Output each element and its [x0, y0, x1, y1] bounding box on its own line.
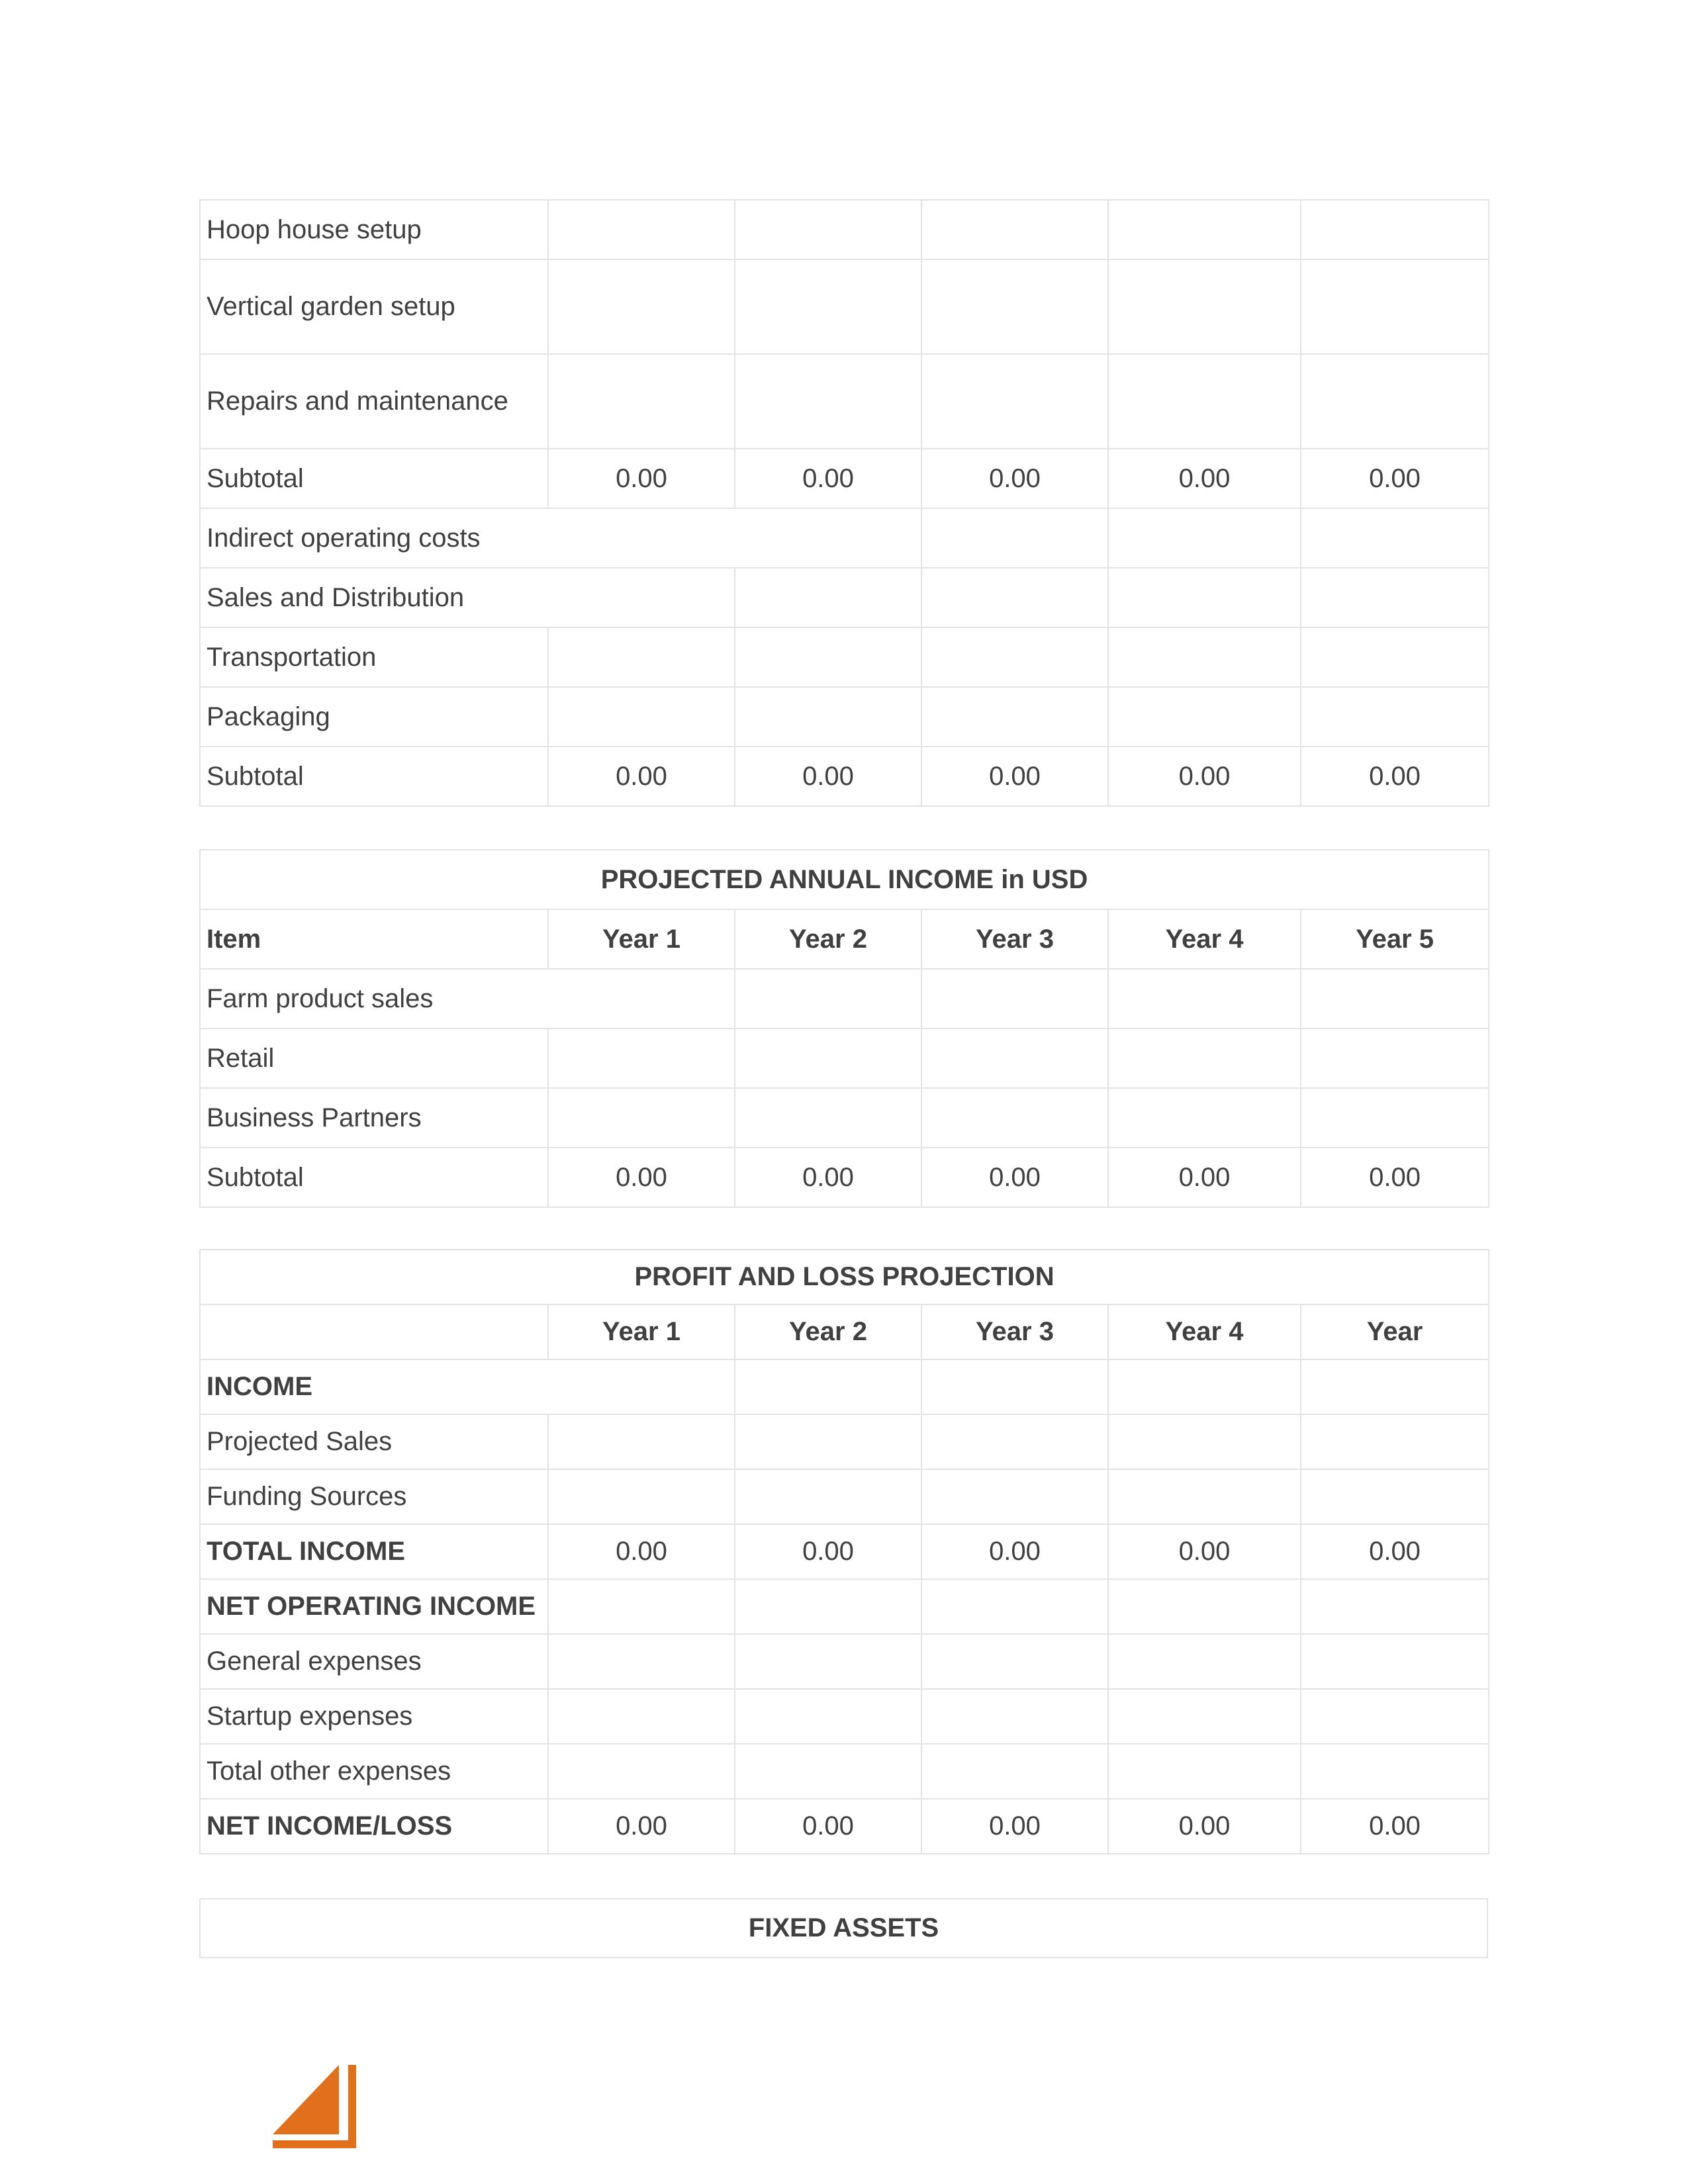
value-cell[interactable]: [1301, 1414, 1489, 1469]
value-cell[interactable]: [548, 1469, 735, 1524]
value-cell[interactable]: [735, 259, 921, 354]
value-cell[interactable]: [1301, 259, 1489, 354]
column-header: Item: [200, 909, 548, 969]
value-cell[interactable]: [548, 1744, 735, 1799]
value-cell[interactable]: [735, 1359, 921, 1414]
value-cell[interactable]: [735, 1689, 921, 1744]
row-label: Subtotal: [200, 449, 548, 508]
column-header: Year 2: [735, 1304, 921, 1359]
row-label: Startup expenses: [200, 1689, 548, 1744]
value-cell: 0.00: [548, 1799, 735, 1854]
row-label: Subtotal: [200, 747, 548, 806]
table-row: [200, 259, 1489, 354]
value-cell[interactable]: [1108, 1088, 1301, 1148]
value-cell[interactable]: [921, 969, 1108, 1028]
table-row: [200, 1634, 1489, 1689]
table-title: PROJECTED ANNUAL INCOME in USD: [200, 850, 1489, 909]
value-cell: 0.00: [548, 1148, 735, 1207]
value-cell[interactable]: [735, 627, 921, 687]
table-title-row: [200, 1250, 1489, 1304]
value-cell[interactable]: [548, 200, 735, 259]
value-cell[interactable]: [735, 1469, 921, 1524]
value-cell[interactable]: [921, 1744, 1108, 1799]
value-cell: 0.00: [1301, 449, 1489, 508]
value-cell[interactable]: [1108, 1359, 1301, 1414]
value-cell[interactable]: [921, 200, 1108, 259]
column-header: Year 5: [1301, 909, 1489, 969]
value-cell: 0.00: [1301, 1148, 1489, 1207]
projected-income-table: [199, 849, 1489, 1208]
value-cell[interactable]: [1108, 1028, 1301, 1088]
value-cell[interactable]: [548, 627, 735, 687]
table-row: [200, 969, 1489, 1028]
value-cell[interactable]: [548, 259, 735, 354]
value-cell[interactable]: [1301, 1744, 1489, 1799]
row-label: Hoop house setup: [200, 200, 548, 259]
value-cell[interactable]: [1301, 1689, 1489, 1744]
value-cell[interactable]: [1301, 1028, 1489, 1088]
column-header: Year 4: [1108, 909, 1301, 969]
value-cell[interactable]: [1301, 627, 1489, 687]
value-cell[interactable]: [1301, 354, 1489, 449]
column-header: Year 4: [1108, 1304, 1301, 1359]
row-label: General expenses: [200, 1634, 548, 1689]
header-row: [200, 909, 1489, 969]
value-cell[interactable]: [735, 1028, 921, 1088]
row-label: NET INCOME/LOSS: [200, 1799, 548, 1854]
value-cell[interactable]: [1301, 1634, 1489, 1689]
column-header: Year 3: [921, 1304, 1108, 1359]
table-row: [200, 1744, 1489, 1799]
value-cell[interactable]: [1301, 1359, 1489, 1414]
value-cell[interactable]: [735, 1634, 921, 1689]
header-row: [200, 1304, 1489, 1359]
table-row: [200, 1414, 1489, 1469]
value-cell[interactable]: [1301, 200, 1489, 259]
value-cell[interactable]: [921, 1469, 1108, 1524]
column-header: Year 2: [735, 909, 921, 969]
value-cell: 0.00: [1108, 747, 1301, 806]
row-label: TOTAL INCOME: [200, 1524, 548, 1579]
row-label: Repairs and maintenance: [200, 354, 548, 449]
value-cell[interactable]: [1108, 568, 1301, 627]
table-title: FIXED ASSETS: [200, 1899, 1487, 1958]
subtotal-row: [200, 747, 1489, 806]
table-row: [200, 354, 1489, 449]
value-cell: 0.00: [548, 449, 735, 508]
value-cell: 0.00: [735, 1524, 921, 1579]
value-cell[interactable]: [1108, 1414, 1301, 1469]
value-cell[interactable]: [1108, 969, 1301, 1028]
row-label: Sales and Distribution: [200, 568, 735, 627]
value-cell[interactable]: [921, 1579, 1108, 1634]
value-cell: 0.00: [735, 1148, 921, 1207]
row-label: Indirect operating costs: [200, 508, 921, 568]
value-cell: 0.00: [1108, 1524, 1301, 1579]
value-cell[interactable]: [1108, 627, 1301, 687]
value-cell: 0.00: [921, 1799, 1108, 1854]
value-cell[interactable]: [548, 1028, 735, 1088]
row-label: Farm product sales: [200, 969, 735, 1028]
value-cell[interactable]: [735, 568, 921, 627]
value-cell[interactable]: [1108, 1744, 1301, 1799]
row-label: NET OPERATING INCOME: [200, 1579, 548, 1634]
section-row: [200, 1579, 1489, 1634]
value-cell[interactable]: [735, 687, 921, 747]
value-cell[interactable]: [921, 627, 1108, 687]
value-cell: 0.00: [921, 747, 1108, 806]
value-cell[interactable]: [735, 354, 921, 449]
row-label: Packaging: [200, 687, 548, 747]
value-cell[interactable]: [735, 1414, 921, 1469]
value-cell[interactable]: [735, 1744, 921, 1799]
corner-logo-icon: [271, 2064, 357, 2150]
total-row: [200, 1799, 1489, 1854]
value-cell[interactable]: [1301, 969, 1489, 1028]
row-label: Transportation: [200, 627, 548, 687]
table-title: PROFIT AND LOSS PROJECTION: [200, 1250, 1489, 1304]
column-header: Year 1: [548, 1304, 735, 1359]
value-cell[interactable]: [548, 1689, 735, 1744]
value-cell[interactable]: [1301, 1088, 1489, 1148]
value-cell[interactable]: [921, 1359, 1108, 1414]
table-row: [200, 1088, 1489, 1148]
value-cell: 0.00: [735, 747, 921, 806]
operating-costs-table: [199, 199, 1489, 807]
value-cell[interactable]: [735, 200, 921, 259]
value-cell: 0.00: [735, 449, 921, 508]
row-label: Total other expenses: [200, 1744, 548, 1799]
row-label: Subtotal: [200, 1148, 548, 1207]
row-label: Business Partners: [200, 1088, 548, 1148]
value-cell[interactable]: [1108, 508, 1301, 568]
value-cell[interactable]: [921, 1088, 1108, 1148]
column-header: [200, 1304, 548, 1359]
row-label: Retail: [200, 1028, 548, 1088]
value-cell[interactable]: [921, 508, 1108, 568]
table-row: [200, 1028, 1489, 1088]
value-cell[interactable]: [921, 687, 1108, 747]
value-cell: 0.00: [1108, 1799, 1301, 1854]
value-cell[interactable]: [1108, 1579, 1301, 1634]
value-cell[interactable]: [1108, 1689, 1301, 1744]
value-cell[interactable]: [921, 1634, 1108, 1689]
value-cell[interactable]: [1301, 1579, 1489, 1634]
value-cell[interactable]: [1108, 1634, 1301, 1689]
value-cell[interactable]: [548, 1634, 735, 1689]
value-cell[interactable]: [548, 354, 735, 449]
subtotal-row: [200, 449, 1489, 508]
value-cell[interactable]: [548, 1088, 735, 1148]
value-cell[interactable]: [1108, 1469, 1301, 1524]
value-cell[interactable]: [735, 1579, 921, 1634]
value-cell[interactable]: [1108, 687, 1301, 747]
row-label: INCOME: [200, 1359, 735, 1414]
column-header: Year 3: [921, 909, 1108, 969]
value-cell: 0.00: [1108, 449, 1301, 508]
column-header: Year: [1301, 1304, 1489, 1359]
table-title-row: [200, 1899, 1487, 1958]
total-row: [200, 1524, 1489, 1579]
column-header: Year 1: [548, 909, 735, 969]
value-cell: 0.00: [1301, 1799, 1489, 1854]
table-row: [200, 1689, 1489, 1744]
corner-logo-svg: [271, 2064, 357, 2150]
value-cell[interactable]: [921, 259, 1108, 354]
value-cell[interactable]: [1301, 568, 1489, 627]
value-cell[interactable]: [1108, 259, 1301, 354]
table-row: [200, 508, 1489, 568]
value-cell[interactable]: [1108, 354, 1301, 449]
row-label: Projected Sales: [200, 1414, 548, 1469]
value-cell[interactable]: [548, 687, 735, 747]
subtotal-row: [200, 1148, 1489, 1207]
value-cell[interactable]: [1301, 1469, 1489, 1524]
table-title-row: [200, 850, 1489, 909]
profit-loss-table: [199, 1249, 1489, 1854]
fixed-assets-table: [199, 1898, 1488, 1958]
value-cell[interactable]: [921, 1028, 1108, 1088]
value-cell[interactable]: [921, 568, 1108, 627]
value-cell: 0.00: [1301, 747, 1489, 806]
value-cell[interactable]: [735, 1088, 921, 1148]
value-cell: 0.00: [548, 1524, 735, 1579]
value-cell: 0.00: [1301, 1524, 1489, 1579]
row-label: Funding Sources: [200, 1469, 548, 1524]
table-row: [200, 200, 1489, 259]
table-row: [200, 568, 1489, 627]
value-cell[interactable]: [921, 1689, 1108, 1744]
value-cell: 0.00: [735, 1799, 921, 1854]
value-cell[interactable]: [1108, 200, 1301, 259]
value-cell[interactable]: [548, 1579, 735, 1634]
table-row: [200, 627, 1489, 687]
table-row: [200, 1469, 1489, 1524]
value-cell: 0.00: [921, 1524, 1108, 1579]
value-cell: 0.00: [1108, 1148, 1301, 1207]
row-label: Vertical garden setup: [200, 259, 548, 354]
value-cell[interactable]: [921, 354, 1108, 449]
value-cell[interactable]: [548, 1414, 735, 1469]
value-cell[interactable]: [735, 969, 921, 1028]
section-row: [200, 1359, 1489, 1414]
table-row: [200, 687, 1489, 747]
value-cell: 0.00: [921, 1148, 1108, 1207]
value-cell: 0.00: [921, 449, 1108, 508]
value-cell: 0.00: [548, 747, 735, 806]
value-cell[interactable]: [921, 1414, 1108, 1469]
value-cell[interactable]: [1301, 687, 1489, 747]
value-cell[interactable]: [1301, 508, 1489, 568]
